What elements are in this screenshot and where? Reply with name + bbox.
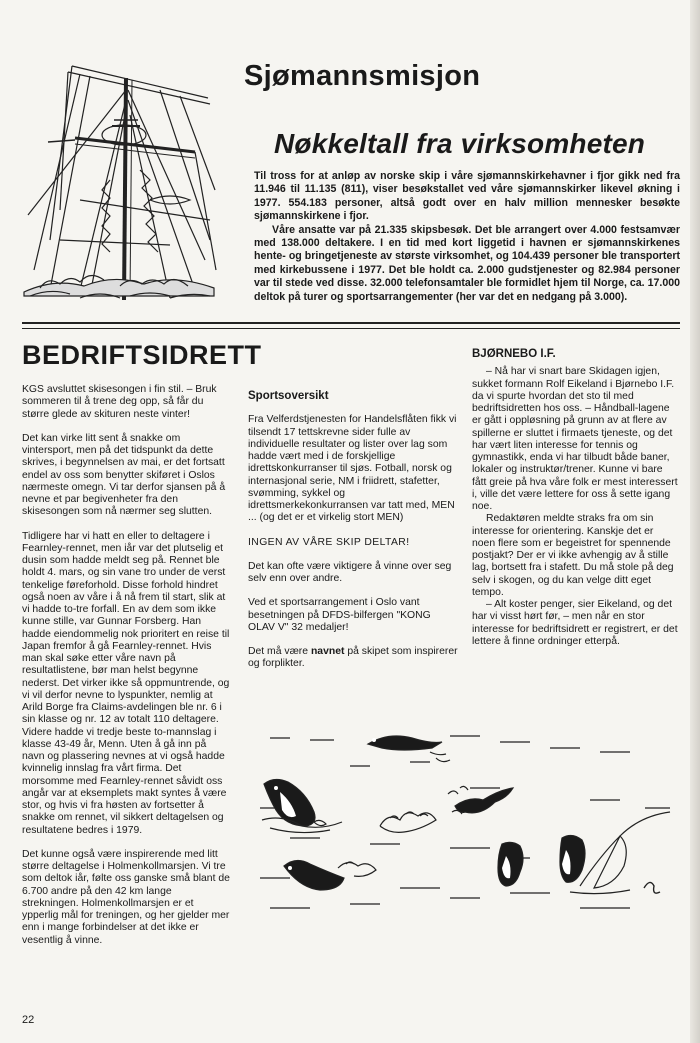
paragraph: Fra Velferdstjenesten for Handelsflåten fikk vi tilsendt 17 tettskrevne sider fulle av individuelle resultater og lister over lag som hadde vært med i de forskjellige idrettskonkurranser til sjøs. Fotball, norsk og internasjonal serie, NM i friidrett, stafetter, svømming, sykkel og idrettsmerkekonkurransen var tatt med, MEN ... (og det er et virkelig stort MEN) <box>248 414 457 524</box>
paragraph: INGEN AV VÅRE SKIP DELTAR! <box>248 536 410 548</box>
article-body <box>254 170 680 304</box>
paragraph: Det kan virke litt sent å snakke om vintersport, men på det tidspunkt da dette skrives, i begynnelsen av mai, er det fortsatt endel av oss som benytter skiføret i Oslos nærmeste omegn. Vi tar derfor sjansen på å nevne et par begivenheter fra den skisesongen som nå nærmer seg slutten. <box>22 432 226 518</box>
divider-rule <box>22 322 680 324</box>
ship-mast-illustration <box>20 60 220 315</box>
divider-rule <box>22 328 680 329</box>
paragraph: – Alt koster penger, sier Eikeland, og det har vi visst hørt før, – men når en stor interesse for bedriftsidrett er registrert, er det lettere å finne ordninger etterpå. <box>472 599 678 647</box>
subsection-heading: BJØRNEBO I.F. <box>472 348 556 360</box>
article-paragraph: Våre ansatte var på 21.335 skipsbesøk. Det ble arrangert over 4.000 festsamvær med 138.000 deltakere. I en tid med kort liggetid i havnen er sjømannskirkenes hente- og bringetjeneste av største virksomhet, og 104.439 personer ble transportert med kirkebussene i 1977. Det ble holdt ca. 2.000 gudstjenester og 82.984 personer var til stede ved disse. 32.000 telefonsamtaler ble formidlet hjem til Norge, ca. 17.000 deltok på turer og sportsarrangementer (her var det en nedgang på 3.000). <box>254 223 680 303</box>
paragraph: Redaktøren meldte straks fra om sin interesse for orientering. Kanskje det er noen flere som er begeistret for spennende postjakt? Der er vi ikke avhengig av å stille lag, bortsett fra i stafett. Du må stole på deg selv i skogen, og du kan velge ditt eget tempo. <box>472 513 674 598</box>
column-2 <box>248 390 460 683</box>
page-number: 22 <box>22 1014 35 1026</box>
paragraph <box>248 646 460 671</box>
column-3 <box>472 348 678 648</box>
paragraph: – Nå har vi snart bare Skidagen igjen, sukket formann Rolf Eikeland i Bjørnebo I.F. da vi spurte hvordan det sto til med bedriftsidretten hos oss. – Håndball-lagene er gått i oppløsning på grunn av at flere av spillerne er sluttet i firmaets tjeneste, og det har vært liten interesse for tennis og gymnastikk, enda vi har tilbudt både baner, lokaler og instruktør/trener. Kunne vi bare fått greie på hva våre folk er mest interessert i, ville det være lettere for oss å sette igang noe. <box>472 366 678 512</box>
subsection-heading: Sportsoversikt <box>248 390 329 402</box>
text-run: på skipet som inspirerer og forplikter. <box>248 646 458 670</box>
column-1 <box>22 384 230 959</box>
paragraph: Det kan ofte være viktigere å vinne over seg selv enn over andre. <box>248 560 452 584</box>
penguin-swimming-cartoon <box>250 718 680 918</box>
section-heading: BEDRIFTSIDRETT <box>22 340 262 370</box>
article-paragraph: Til tross for at anløp av norske skip i våre sjømannskirkehavner i fjor gikk ned fra 11.946 til 11.135 (811), viser besøkstallet ved våre sjømannskirker likevel økning i 1977. 554.183 personer, altså godt over en halv million mennesker besøkte sjømannskirkene i fjor. <box>254 170 680 223</box>
paragraph: Tidligere har vi hatt en eller to deltagere i Fearnley-rennet, men iår var det plutselig et dusin som hadde meldt seg på. Rennet ble holdt 4. mars, og sin vane tro under de verst tenkelige føreforhold. Disse forhold hindret også noen av våre i å nå frem til start, slik at vi hadde to-tre forfall. En av dem som ikke kunne stille, var Gunnar Forsberg. Han hadde eiendommelig nok prioritert en reise til Japan fremfor å gå Fearnley-rennet. Hvis man skal søke etter våre navn på resultatlistene, bør man helst begynne nederst. Det virker ikke så oppmuntrende, og vi vil derfor nevne to lyspunkter, nemlig at Arild Borge fra Claims-avdelingen ble nr. 6 i sin klasse og nr. 12 av totalt 110 deltagere. Videre hadde vi tredje beste to-mannslag i klasse 43-49 år, Menn. Uten å gå inn på navn og plassering nevnes at vi også hadde kvinnelig innslag fra vårt firma. Det morsomme med Fearnley-rennet såvidt oss angår var at eksemplets makt syntes å være stor, og hvis vi fra høsten av fortsetter å snakke om rennet, vil sikkert deltagelsen og resultatene bedres i 1979. <box>22 530 230 836</box>
page-edge <box>690 0 700 1043</box>
emphasis: navnet <box>310 646 345 657</box>
paragraph: Det kunne også være inspirerende med litt større deltagelse i Holmenkollmarsjen. Vi tre som deltok iår, følte oss ganske små blant de 6.700 andre på den 42 km lange strekningen. Holmenkollmarsjen er et ypperlig mål for treningen, og her gjelder mer enn i mange forbindelser at det ikke er vesentlig å vinne. <box>22 848 230 946</box>
article-title: Sjømannsmisjon <box>244 60 481 92</box>
article-subtitle: Nøkkeltall fra virksomheten <box>274 128 646 159</box>
paragraph: KGS avsluttet skisesongen i fin stil. – Bruk sommeren til å trene deg opp, så får du større glede av skituren neste vinter! <box>22 384 217 420</box>
text-run: Det må være <box>248 646 311 657</box>
paragraph: Ved et sportsarrangement i Oslo vant besetningen på DFDS-bilfergen "KONG OLAV V" 32 medaljer! <box>248 597 431 633</box>
